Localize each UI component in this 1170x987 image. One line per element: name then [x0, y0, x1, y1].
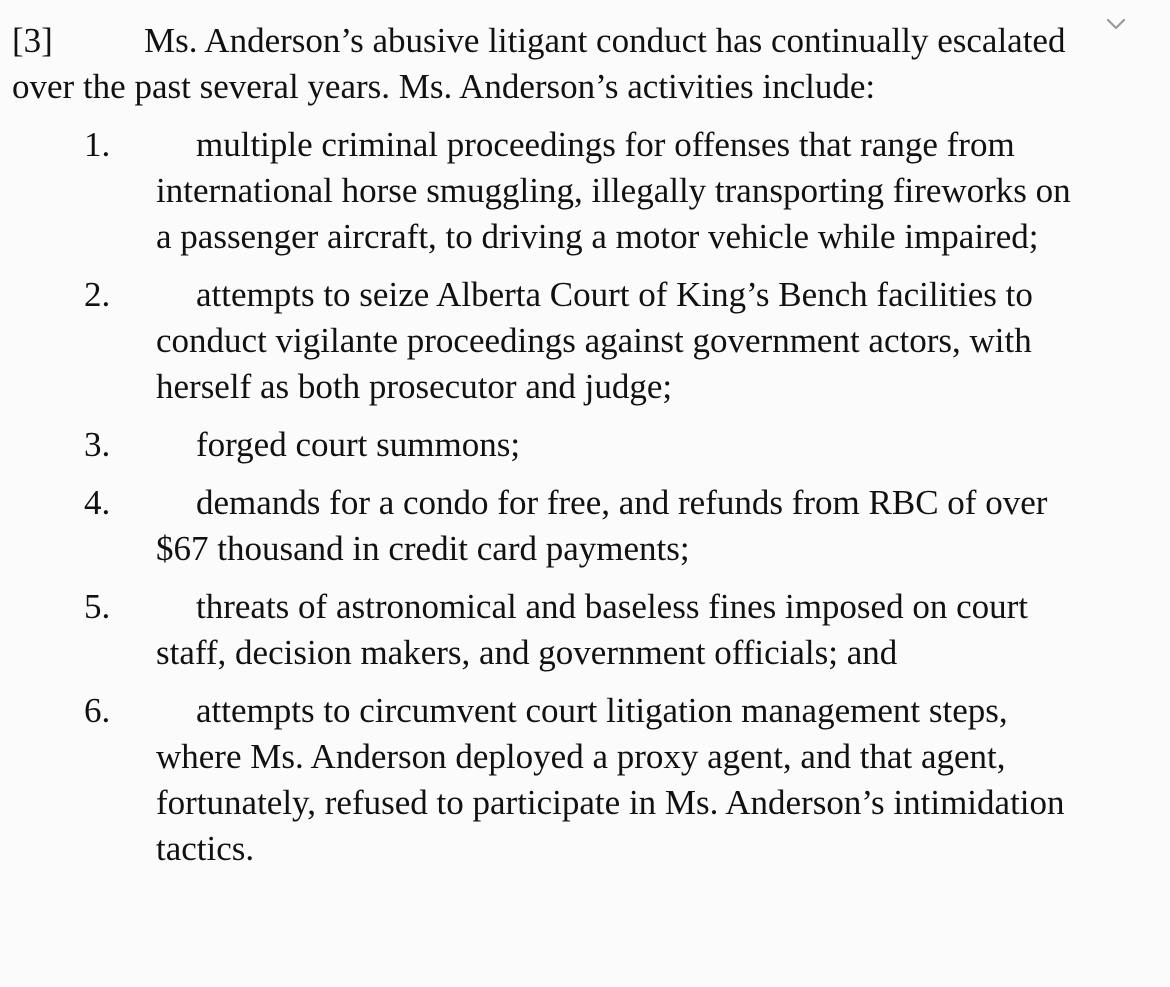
list-item: [12, 688, 1082, 872]
list-item-text: demands for a condo for free, and refunds from RBC of over $67 thousand in credit card payments;: [156, 483, 1048, 568]
list-item-number: 6.: [84, 691, 111, 730]
list-item: [12, 122, 1082, 260]
activities-list: [12, 122, 1082, 872]
list-item-text: multiple criminal proceedings for offenses that range from international horse smuggling, illegally transporting fireworks on a passenger aircraft, to driving a motor vehicle while impaired;: [156, 125, 1071, 256]
list-item-number: 4.: [84, 483, 111, 522]
list-item-text: forged court summons;: [196, 425, 521, 464]
document-page: [12, 18, 1082, 884]
chevron-down-icon[interactable]: [1103, 14, 1129, 34]
list-item: [12, 584, 1082, 676]
list-item: [12, 422, 1082, 468]
list-item-number: 5.: [84, 587, 111, 626]
list-item-number: 3.: [84, 425, 111, 464]
paragraph-text: Ms. Anderson’s abusive litigant conduct has continually escalated over the past several years. Ms. Anderson’s activities include:: [12, 21, 1066, 106]
list-item: [12, 480, 1082, 572]
list-item-number: 1.: [84, 125, 111, 164]
chevron-down-icon-graphic: [1103, 14, 1129, 34]
list-item-number: 2.: [84, 275, 111, 314]
paragraph-number: [3]: [12, 21, 53, 60]
list-item-text: attempts to circumvent court litigation management steps, where Ms. Anderson deployed a proxy agent, and that agent, fortunately, refused to participate in Ms. Anderson’s intimidation tactics.: [156, 691, 1065, 868]
list-item-text: attempts to seize Alberta Court of King’s Bench facilities to conduct vigilante proceedings against government actors, with herself as both prosecutor and judge;: [156, 275, 1033, 406]
paragraph-3: [12, 18, 1082, 110]
list-item-text: threats of astronomical and baseless fines imposed on court staff, decision makers, and government officials; and: [156, 587, 1029, 672]
list-item: [12, 272, 1082, 410]
